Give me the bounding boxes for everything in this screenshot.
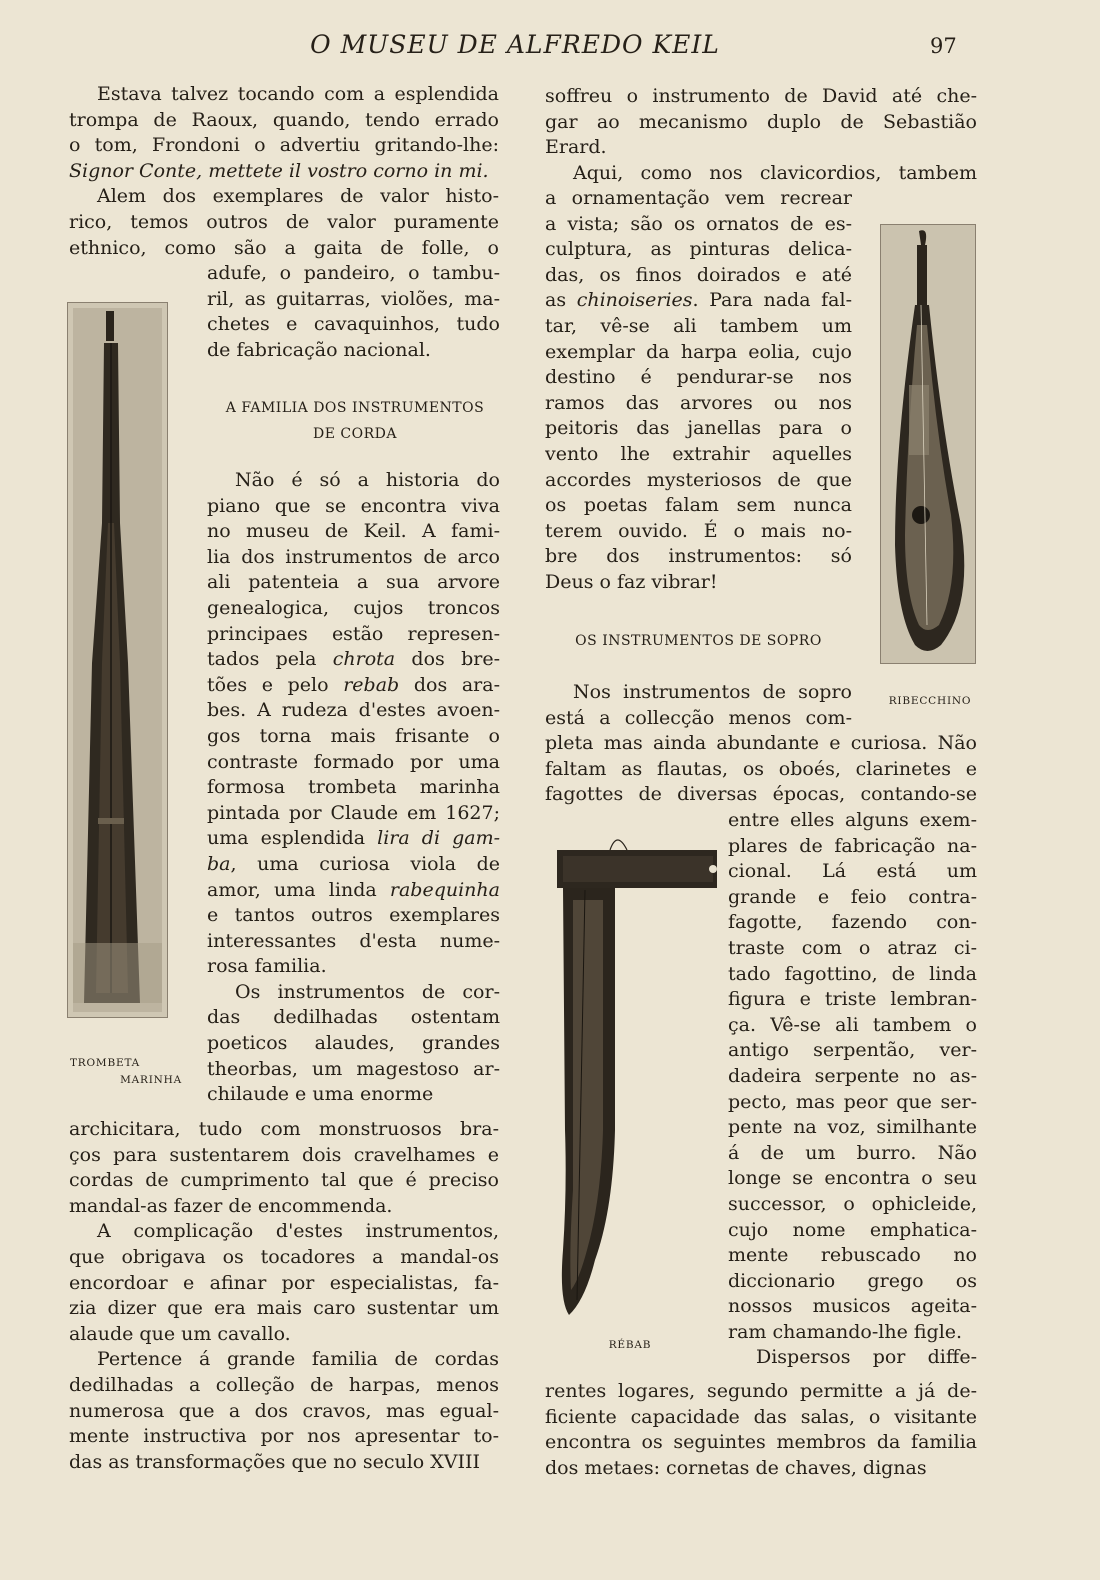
text-line: diccionario grego os (728, 1269, 977, 1292)
text-line: exemplar da harpa eolia, cujo (545, 340, 852, 363)
section-heading-line2: DE CORDA (313, 426, 397, 442)
right-top-paragraph (545, 84, 977, 186)
rebab-caption: RÉBAB (608, 1339, 652, 1351)
text-line: formosa trombeta marinha (207, 776, 500, 799)
text-line: ethnico, como são a gaita de folle, o (69, 236, 499, 259)
text-line: bre dos instrumentos: só (545, 545, 852, 568)
text-line: que obrigava os tocadores a mandal-os (69, 1245, 499, 1268)
text-line: accordes mysteriosos de que (545, 468, 852, 491)
text-line: mente rebuscado no (728, 1244, 977, 1267)
trombeta-marinha-photo (67, 302, 168, 1018)
text-line: alaude que um cavallo. (69, 1322, 291, 1345)
text-line: A complicação d'estes instrumentos, (97, 1220, 499, 1243)
text-line: poeticos alaudes, grandes (207, 1032, 500, 1055)
text-line: chetes e cavaquinhos, tudo (207, 313, 500, 336)
text-line: ramos das arvores ou nos (545, 391, 852, 414)
text-line: fagotte, fazendo con- (728, 911, 977, 934)
text-line: ça. Vê-se ali tambem o (728, 1013, 977, 1036)
text-line: a ornamentação vem recrear (545, 187, 852, 209)
text-line: gos torna mais frisante o (207, 724, 500, 747)
text-line: Estava talvez tocando com a esplendida (97, 83, 499, 105)
text-line: Alem dos exemplares de valor histo- (97, 185, 499, 208)
text-line: encordoar e afinar por especialistas, fa- (69, 1271, 499, 1294)
right-wrap-paragraph (545, 186, 852, 596)
text-line: rentes logares, segundo permitte a já de- (545, 1380, 977, 1402)
text-line: longe se encontra o seu (728, 1167, 977, 1190)
text-line: Dispersos por diffe- (756, 1346, 977, 1369)
text-line: Pertence á grande familia de cordas (97, 1348, 499, 1371)
text-line: rico, temos outros de valor puramente (69, 210, 499, 233)
text-line: das, os finos doirados e até (545, 263, 852, 286)
text-line: mente instructiva por nos apresentar to- (69, 1425, 499, 1448)
text-line: uma esplendida lira di gam- (207, 827, 500, 850)
text-line: as chinoiseries. Para nada fal- (545, 289, 852, 312)
text-line: nossos musicos ageita- (728, 1295, 977, 1318)
text-line: numerosa que a dos cravos, mas egual- (69, 1399, 499, 1422)
text-line: figura e triste lembran- (728, 988, 977, 1011)
text-line: pleta mas ainda abundante e curiosa. Não (545, 732, 977, 754)
rebab-illustration (555, 830, 720, 1320)
text-line: tar, vê-se ali tambem um (545, 314, 852, 337)
text-line: ficiente capacidade das salas, o visitante (545, 1405, 977, 1428)
section-heading-line1: A FAMILIA DOS INSTRUMENTOS (225, 400, 485, 416)
text-line: terem ouvido. É o mais no- (545, 519, 852, 542)
text-line: cional. Lá está um (728, 860, 977, 883)
text-line: destino é pendurar-se nos (545, 366, 852, 389)
text-line: Nos instrumentos de sopro (573, 681, 852, 703)
section-heading-sopro: OS INSTRUMENTOS DE SOPRO (575, 633, 822, 649)
text-line: tado fagottino, de linda (728, 962, 977, 985)
text-line: Signor Conte, mettete il vostro corno in mi. (69, 159, 489, 182)
text-line: traste com o atraz ci- (728, 936, 977, 959)
text-line: ali patenteia a sua arvore (207, 571, 500, 594)
text-line: bes. A rudeza d'estes avoen- (207, 699, 500, 722)
text-line: a vista; são os ornatos de es- (545, 212, 852, 235)
text-line: interessantes d'esta nume- (207, 929, 500, 952)
text-line: vento lhe extrahir aquelles (545, 442, 852, 465)
text-line: os poetas falam sem nunca (545, 494, 852, 517)
text-line: faltam as flautas, os oboés, clarinetes e (545, 757, 977, 780)
text-line: mandal-as fazer de encommenda. (69, 1194, 393, 1217)
text-line: Erard. (545, 136, 607, 159)
text-line: plares de fabricação na- (728, 834, 977, 857)
text-line: ços para sustentarem dois cravelhames e (69, 1143, 499, 1166)
left-top-paragraph (69, 82, 499, 261)
trombeta-caption (62, 1055, 182, 1089)
text-line: Aqui, como nos clavicordios, tambem (573, 161, 977, 184)
ribecchino-caption: RIBECCHINO (888, 695, 972, 707)
text-line: dos metaes: cornetas de chaves, dignas (545, 1456, 927, 1479)
text-line: á de um burro. Não (728, 1141, 977, 1164)
left-wrap-paragraph (207, 261, 500, 363)
text-line: adufe, o pandeiro, o tambu- (207, 262, 500, 284)
text-line: fagottes de diversas épocas, contando-se (545, 783, 977, 806)
text-line: e tantos outros exemplares (207, 904, 500, 927)
text-line: piano que se encontra viva (207, 494, 500, 517)
text-line: ril, as guitarras, violões, ma- (207, 287, 500, 310)
text-line: pente na voz, similhante (728, 1116, 977, 1139)
text-line: tados pela chrota dos bre- (207, 648, 500, 671)
left-mid-paragraph (207, 468, 500, 1108)
text-line: Não é só a historia do (235, 469, 500, 491)
text-line: dedilhadas a colleção de harpas, menos (69, 1373, 499, 1396)
ribecchino-photo (880, 224, 976, 664)
text-line: tões e pelo rebab dos ara- (207, 673, 500, 696)
text-line: de fabricação nacional. (207, 338, 431, 361)
right-narrow-paragraph (728, 808, 977, 1371)
text-line: encontra os seguintes membros da familia (545, 1431, 977, 1454)
text-line: antigo serpentão, ver- (728, 1039, 977, 1062)
text-line: das as transformações que no seculo XVIII (69, 1450, 481, 1473)
text-line: cordas de cumprimento tal que é preciso (69, 1169, 499, 1192)
text-line: das dedilhadas ostentam (207, 1006, 500, 1029)
trombeta-caption-line2: MARINHA (120, 1074, 182, 1086)
text-line: entre elles alguns exem- (728, 809, 977, 831)
text-line: theorbas, um magestoso ar- (207, 1057, 500, 1080)
trombeta-illustration (68, 303, 167, 1017)
text-line: cujo nome emphatica- (728, 1218, 977, 1241)
right-mid-paragraph (545, 680, 852, 731)
text-line: soffreu o instrumento de David até che- (545, 85, 977, 107)
text-line: dadeira serpente no as- (728, 1064, 977, 1087)
text-line: está a collecção menos com- (545, 706, 852, 729)
text-line: ram chamando-lhe figle. (728, 1320, 963, 1343)
text-line: principaes estão represen- (207, 622, 500, 645)
text-line: no museu de Keil. A fami- (207, 520, 500, 543)
text-line: lia dos instrumentos de arco (207, 545, 500, 568)
trombeta-caption-line1: TROMBETA (70, 1057, 141, 1069)
text-line: rosa familia. (207, 955, 327, 978)
page-header-title: O MUSEU DE ALFREDO KEIL (310, 30, 720, 59)
text-line: chilaude e uma enorme (207, 1083, 434, 1106)
text-line: culptura, as pinturas delica- (545, 238, 852, 261)
text-line: Deus o faz vibrar! (545, 570, 718, 593)
text-line: o tom, Frondoni o advertiu gritando-lhe: (69, 134, 499, 157)
text-line: amor, uma linda rabequinha (207, 878, 500, 901)
text-line: pintada por Claude em 1627; (207, 801, 500, 824)
page-number: 97 (930, 34, 957, 58)
text-line: trompa de Raoux, quando, tendo errado (69, 108, 499, 131)
text-line: Os instrumentos de cor- (235, 980, 500, 1003)
ribecchino-illustration (881, 225, 975, 663)
right-full-paragraph (545, 731, 977, 808)
text-line: peitoris das janellas para o (545, 417, 852, 440)
left-bottom-paragraph (69, 1117, 499, 1475)
section-heading-corda (205, 395, 505, 447)
text-line: archicitara, tudo com monstruosos bra- (69, 1118, 499, 1140)
text-line: contraste formado por uma (207, 750, 500, 773)
text-line: successor, o ophicleide, (728, 1192, 977, 1215)
text-line: zia dizer que era mais caro sustentar um (69, 1297, 499, 1320)
text-line: pecto, mas peor que ser- (728, 1090, 977, 1113)
text-line: grande e feio contra- (728, 885, 977, 908)
text-line: ba, uma curiosa viola de (207, 852, 500, 875)
text-line: gar ao mecanismo duplo de Sebastião (545, 110, 977, 133)
right-bottom-paragraph (545, 1379, 977, 1481)
rebab-photo (555, 830, 720, 1320)
text-line: genealogica, cujos troncos (207, 596, 500, 619)
